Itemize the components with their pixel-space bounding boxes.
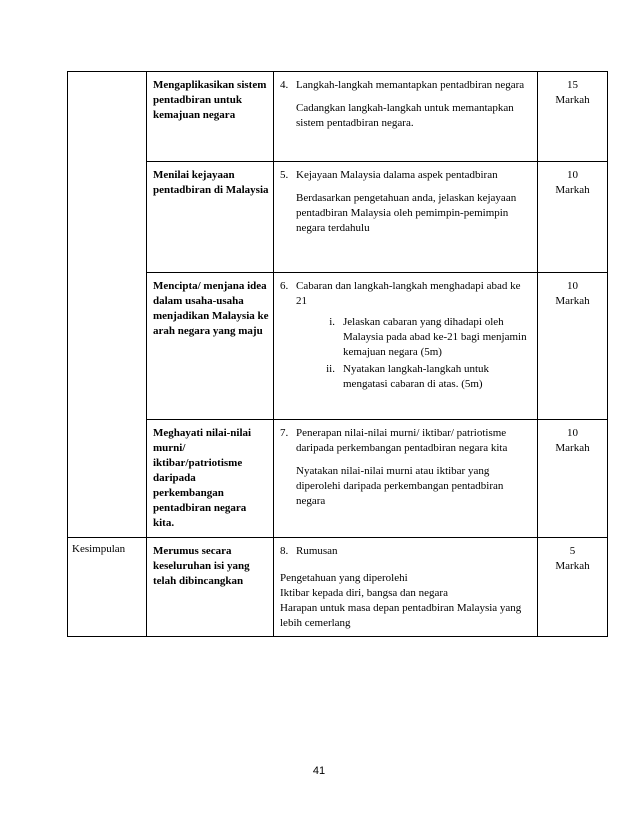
marks-value: 5 <box>569 545 576 557</box>
marks-value: 10 <box>567 427 578 439</box>
marks-cell <box>538 273 608 420</box>
rubric-table <box>67 71 608 637</box>
summary-points <box>280 571 533 631</box>
section-cell <box>68 72 147 538</box>
summary-line: Harapan untuk masa depan pentadbiran Malaysia yang lebih cemerlang <box>280 602 522 629</box>
marks-cell <box>538 72 608 162</box>
item-text: Nyatakan langkah-langkah untuk mengatasi cabaran di atas. (5m) <box>343 363 490 390</box>
table-row <box>68 72 608 162</box>
marks-unit: Markah <box>555 442 590 454</box>
question-cell <box>274 538 538 637</box>
list-item <box>280 315 533 360</box>
question-number: 7. <box>280 427 289 439</box>
question-description: Cadangkan langkah-langkah untuk memantapkan sistem pentadbiran negara. <box>296 102 514 129</box>
question-title: Penerapan nilai-nilai murni/ iktibar/ patriotisme daripada perkembangan pentadbiran negara kita <box>296 427 508 454</box>
question-description: Nyatakan nilai-nilai murni atau iktibar yang diperolehi daripada perkembangan pentadbiran negara <box>296 465 504 507</box>
question-title: Langkah-langkah memantapkan pentadbiran negara <box>296 79 525 91</box>
skill-cell: Merumus secara keseluruhan isi yang telah dibincangkan <box>147 538 274 637</box>
item-text: Jelaskan cabaran yang dihadapi oleh Malaysia pada abad ke-21 bagi menjamin kemajuan negara (5m) <box>343 316 527 358</box>
marks-value: 15 <box>567 79 578 91</box>
question-cell <box>274 273 538 420</box>
marks-unit: Markah <box>555 94 590 106</box>
question-title: Rumusan <box>296 545 338 557</box>
question-cell <box>274 420 538 538</box>
skill-cell: Mencipta/ menjana idea dalam usaha-usaha menjadikan Malaysia ke arah negara yang maju <box>147 273 274 420</box>
marks-unit: Markah <box>555 295 590 307</box>
marks-value: 10 <box>567 169 578 181</box>
question-number: 5. <box>280 169 289 181</box>
question-items <box>280 315 533 392</box>
table-row <box>68 420 608 538</box>
table-row <box>68 273 608 420</box>
marks-value: 10 <box>567 280 578 292</box>
summary-line: Pengetahuan yang diperolehi <box>280 572 408 584</box>
question-title: Cabaran dan langkah-langkah menghadapi abad ke 21 <box>296 280 521 307</box>
table-row <box>68 538 608 637</box>
marks-unit: Markah <box>555 184 590 196</box>
question-number: 4. <box>280 79 289 91</box>
skill-cell: Meghayati nilai-nilai murni/ iktibar/patriotisme daripada perkembangan pentadbiran negara kita. <box>147 420 274 538</box>
page-number: 41 <box>312 765 326 777</box>
marks-cell <box>538 162 608 273</box>
question-number: 8. <box>280 545 289 557</box>
marks-cell <box>538 420 608 538</box>
question-number: 6. <box>280 280 289 292</box>
question-title: Kejayaan Malaysia dalama aspek pentadbiran <box>296 169 498 181</box>
list-item <box>280 362 533 392</box>
skill-cell: Mengaplikasikan sistem pentadbiran untuk kemajuan negara <box>147 72 274 162</box>
marks-unit: Markah <box>555 560 590 572</box>
item-number: i. <box>329 316 335 328</box>
marks-cell <box>538 538 608 637</box>
question-cell <box>274 162 538 273</box>
table-row <box>68 162 608 273</box>
item-number: ii. <box>326 363 335 375</box>
summary-line: Iktibar kepada diri, bangsa dan negara <box>280 587 448 599</box>
section-cell: Kesimpulan <box>68 538 147 637</box>
question-description: Berdasarkan pengetahuan anda, jelaskan kejayaan pentadbiran Malaysia oleh pemimpin-pemimpin negara terdahulu <box>296 192 517 234</box>
skill-cell: Menilai kejayaan pentadbiran di Malaysia <box>147 162 274 273</box>
question-cell <box>274 72 538 162</box>
